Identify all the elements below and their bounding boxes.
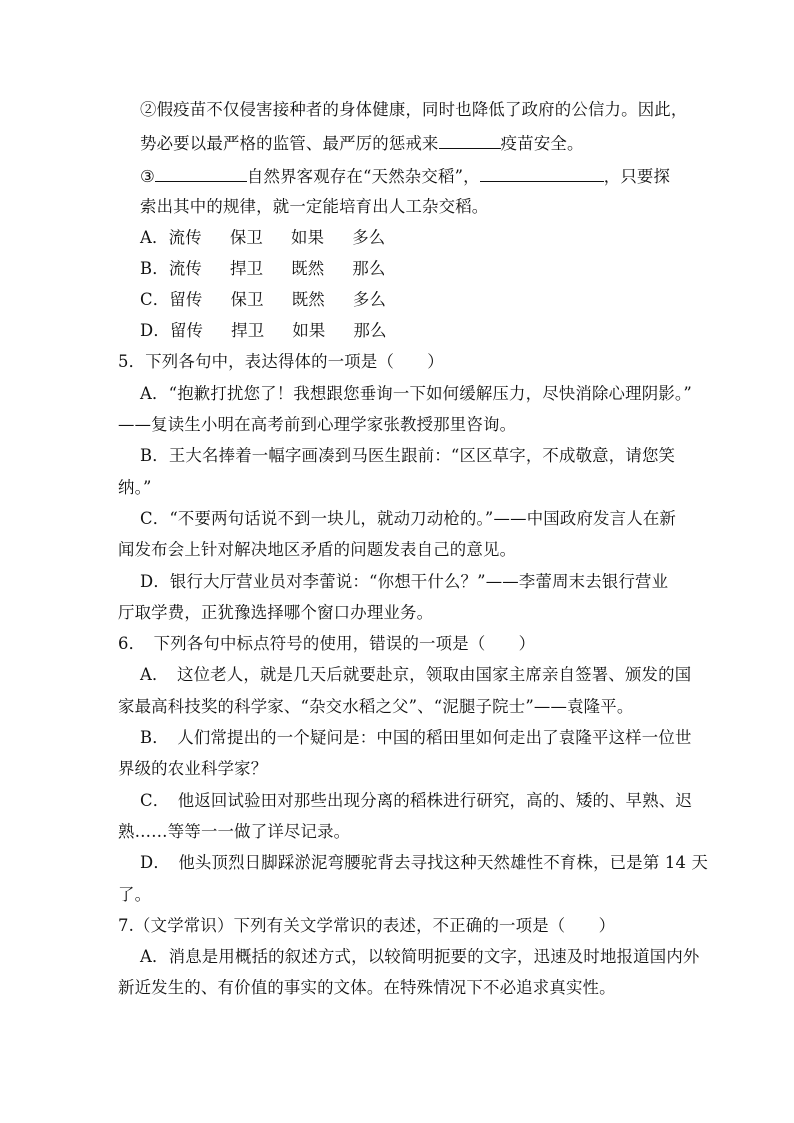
q7-option-a-line1: A．消息是用概括的叙述方式，以较简明扼要的文字，迅速及时地报道国内外 xyxy=(140,947,700,966)
q6-option-d-line1: D． 他头顶烈日脚踩淤泥弯腰驼背去寻找这种天然雄性不育株，已是第 14 天 xyxy=(140,853,709,872)
answer-blank xyxy=(480,164,604,182)
q5-option-c-line1: C．“不要两句话说不到一块儿，就动刀动枪的。”——中国政府发言人在新 xyxy=(140,509,677,528)
q5-option-d-line1: D．银行大厅营业员对李蕾说：“你想干什么？”——李蕾周末去银行营业 xyxy=(140,572,669,591)
q6-option-b-line1: B． 人们常提出的一个疑问是：中国的稻田里如何走出了袁隆平这样一位世 xyxy=(140,728,692,747)
answer-blank xyxy=(439,131,501,149)
q6-option-a-line2: 家最高科技奖的科学家、“杂交水稻之父”、“泥腿子院士”——袁隆平。 xyxy=(118,697,634,716)
q4-item2-line2: 势必要以最严格的监管、最严厉的惩戒来 疫苗安全。 xyxy=(140,131,584,155)
q7-stem: 7.（文学常识）下列有关文学常识的表述，不正确的一项是（ ） xyxy=(118,916,616,935)
q7-option-a-line2: 新近发生的、有价值的事实的文体。在特殊情况下不必追求真实性。 xyxy=(118,978,616,997)
q4-option-c: C．留传 保卫 既然 多么 xyxy=(140,290,387,309)
q5-option-b-line2: 纳。” xyxy=(118,478,152,497)
q4-item2-line1: ②假疫苗不仅侵害接种者的身体健康，同时也降低了政府的公信力。因此， xyxy=(140,100,688,119)
q5-option-c-line2: 闻发布会上针对解决地区矛盾的问题发表自己的意见。 xyxy=(118,540,517,559)
q6-stem: 6． 下列各句中标点符号的使用，错误的一项是（ ） xyxy=(118,634,536,653)
q6-option-b-line2: 界级的农业科学家？ xyxy=(118,759,268,778)
q5-option-b-line1: B．王大名捧着一幅字画凑到马医生跟前：“区区草字，不成敬意，请您笑 xyxy=(140,446,676,465)
answer-blank xyxy=(155,164,247,182)
q6-option-c-line1: C． 他返回试验田对那些出现分离的稻株进行研究，高的、矮的、早熟、迟 xyxy=(140,791,693,810)
q5-option-a-line2: ——复读生小明在高考前到心理学家张教授那里咨询。 xyxy=(118,415,517,434)
q6-option-c-line2: 熟……等等一一做了详尽记录。 xyxy=(118,822,351,841)
circled-number-2: ② xyxy=(140,100,157,119)
circled-number-3: ③ xyxy=(140,167,155,186)
q5-option-d-line2: 厅取学费，正犹豫选择哪个窗口办理业务。 xyxy=(118,603,434,622)
q6-option-a-line1: A． 这位老人，就是几天后就要赴京，领取由国家主席亲自签署、颁发的国 xyxy=(140,665,692,684)
q4-item3-line1: ③ 自然界客观存在“天然杂交稻”， ，只要探 xyxy=(140,164,670,188)
q4-item3-line2: 索出其中的规律，就一定能培育出人工杂交稻。 xyxy=(140,197,489,216)
q4-option-b: B．流传 捍卫 既然 那么 xyxy=(140,259,386,278)
q5-stem: 5．下列各句中，表达得体的一项是（ ） xyxy=(118,352,444,371)
q4-option-a: A．流传 保卫 如果 多么 xyxy=(140,228,386,247)
q5-option-a-line1: A．“抱歉打扰您了！我想跟您垂询一下如何缓解压力，尽快消除心理阴影。” xyxy=(140,384,692,403)
q6-option-d-line2: 了。 xyxy=(118,885,152,904)
q4-option-d: D．留传 捍卫 如果 那么 xyxy=(140,321,387,340)
